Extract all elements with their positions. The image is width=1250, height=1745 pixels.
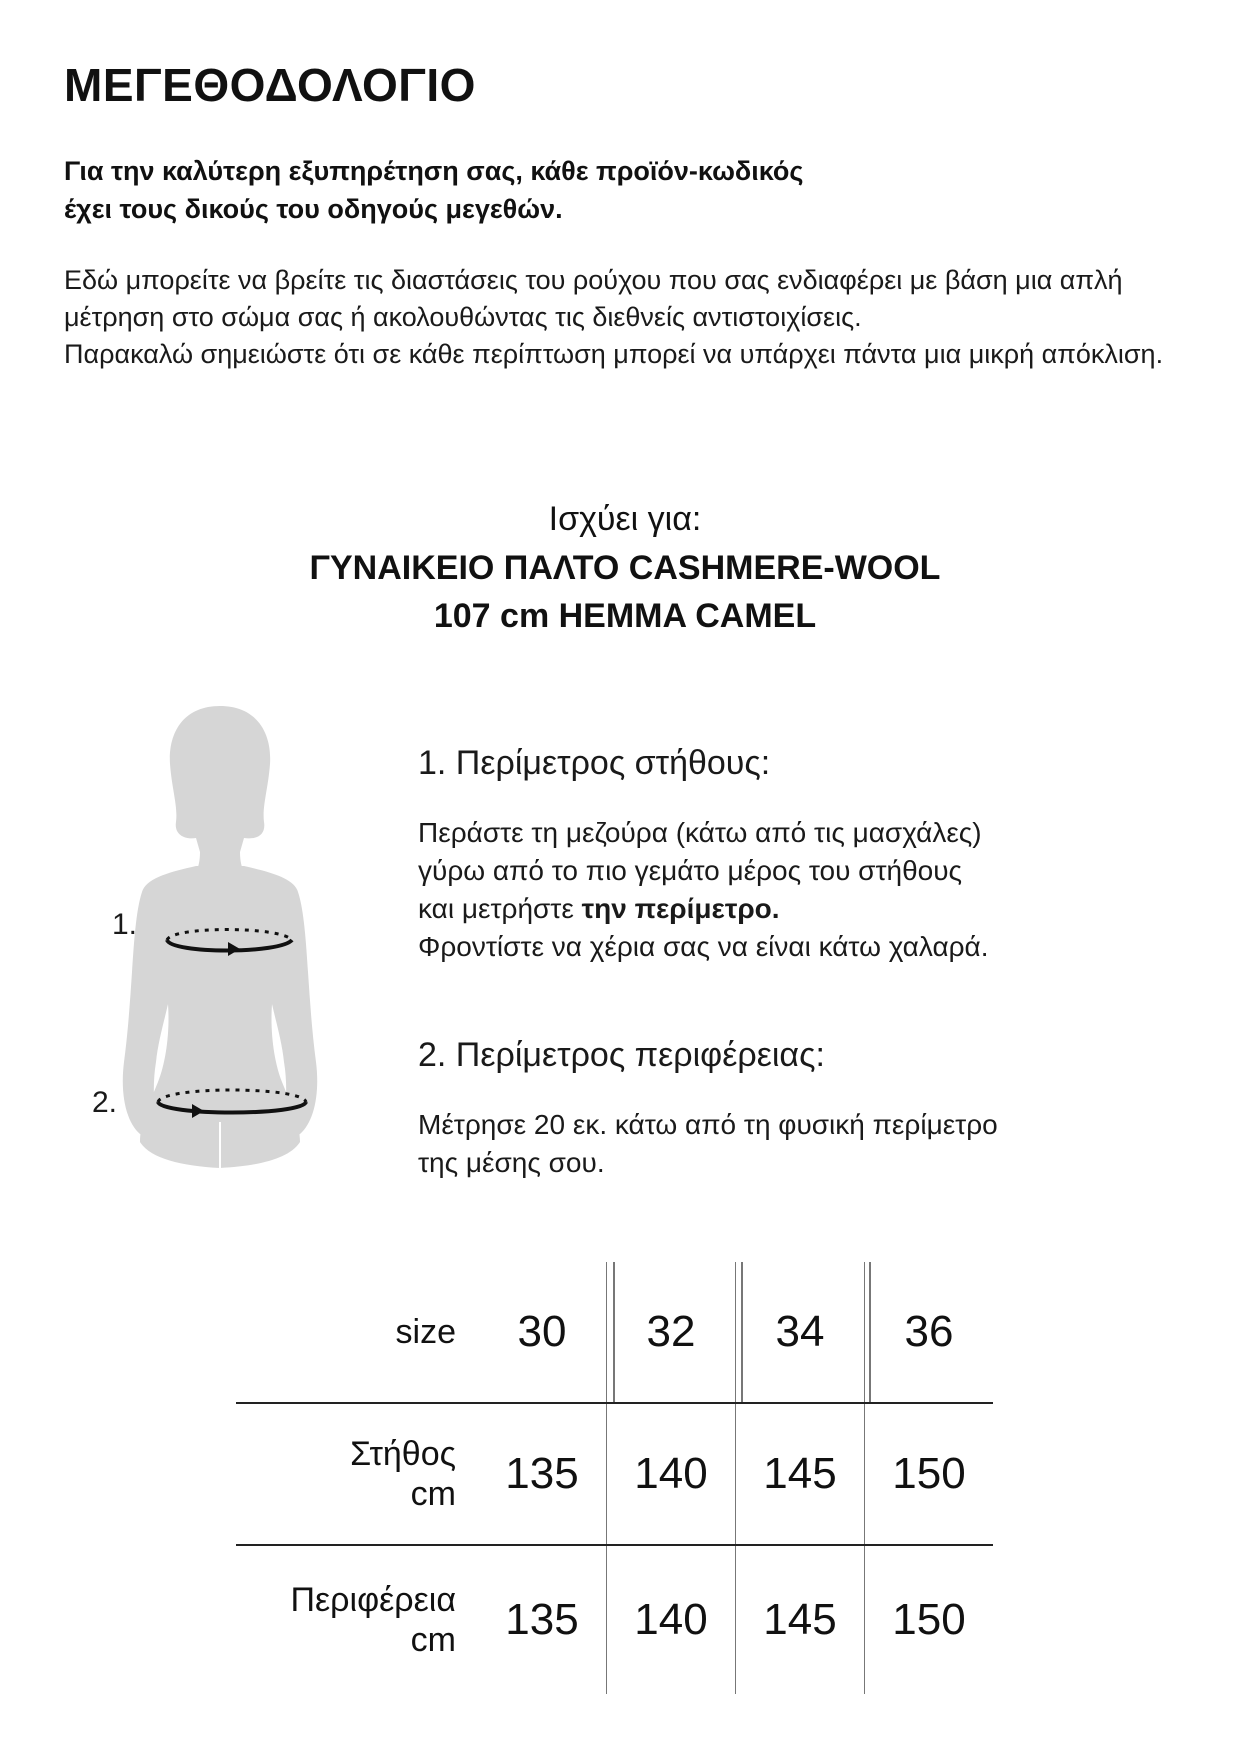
hip-instruction-line-2: της μέσης σου.	[418, 1147, 605, 1178]
hip-heading: 2. Περίμετρος περιφέρειας:	[418, 1036, 825, 1074]
hip-instruction-line-1: Μέτρησε 20 εκ. κάτω από τη φυσική περίμετρο	[418, 1109, 998, 1140]
chest-heading: 1. Περίμετρος στήθους:	[418, 744, 771, 782]
intro-highlight	[64, 152, 1164, 228]
figure-marker-1: 1.	[112, 908, 138, 941]
hip-row-label	[236, 1545, 478, 1694]
page-title: ΜΕΓΕΘΟΔΟΛΟΓΙΟ	[64, 59, 476, 111]
chest-instruction-line-2: γύρω από το πιο γεμάτο μέρος του στήθους	[418, 855, 963, 886]
chest-instruction-line-1: Περάστε τη μεζούρα (κάτω από τις μασχάλες)	[418, 817, 982, 848]
size-34: 34	[736, 1262, 865, 1403]
chest-row-label-line-1: Στήθος	[350, 1435, 456, 1473]
hip-row	[236, 1545, 993, 1694]
applies-label: Ισχύει για:	[548, 500, 702, 538]
product-name	[0, 544, 1250, 640]
size-label: size	[395, 1313, 456, 1351]
chest-instructions	[418, 814, 1178, 966]
hip-value-34: 145	[736, 1545, 865, 1694]
chest-value-34: 145	[736, 1403, 865, 1545]
intro-paragraph-2: Παρακαλώ σημειώστε ότι σε κάθε περίπτωση μπορεί να υπάρχει πάντα μια μικρή απόκλιση.	[64, 339, 1164, 369]
body-silhouette-figure	[80, 702, 360, 1182]
intro-highlight-line-1: Για την καλύτερη εξυπηρέτηση σας, κάθε προϊόν-κωδικός	[64, 156, 804, 186]
chest-row-label	[236, 1403, 478, 1545]
hip-value-36: 150	[865, 1545, 994, 1694]
intro-paragraph-1: Εδώ μπορείτε να βρείτε τις διαστάσεις του ρούχου που σας ενδιαφέρει με βάση μια απλή μέτρηση στο σώμα σας ή ακολουθώντας τις διεθνείς αντιστοιχίσεις.	[64, 265, 1123, 332]
intro-text	[64, 262, 1184, 373]
product-name-line-2: 107 cm HEMMA CAMEL	[433, 597, 817, 635]
chest-instruction-line-4: Φροντίστε να χέρια σας να είναι κάτω χαλαρά.	[418, 931, 989, 962]
chest-value-30: 135	[478, 1403, 607, 1545]
size-header-row	[236, 1262, 993, 1403]
chest-row-label-line-2: cm	[410, 1475, 456, 1513]
chest-value-36: 150	[865, 1403, 994, 1545]
chest-instruction-line-3-text: και μετρήστε	[418, 893, 582, 924]
hip-value-32: 140	[607, 1545, 736, 1694]
chest-instruction-emphasis: την περίμετρο.	[581, 893, 780, 924]
hip-row-label-line-1: Περιφέρεια	[290, 1581, 456, 1619]
intro-highlight-line-2: έχει τους δικούς του οδηγούς μεγεθών.	[64, 194, 563, 224]
hip-value-30: 135	[478, 1545, 607, 1694]
chest-row	[236, 1403, 993, 1545]
chest-value-32: 140	[607, 1403, 736, 1545]
hip-instructions	[418, 1106, 1178, 1182]
size-table	[236, 1262, 993, 1694]
size-32: 32	[607, 1262, 736, 1403]
hip-row-label-line-2: cm	[410, 1621, 456, 1659]
figure-marker-2: 2.	[92, 1086, 118, 1119]
chest-instruction-line-3	[418, 890, 1178, 928]
size-30: 30	[517, 1307, 567, 1356]
size-36: 36	[865, 1262, 994, 1403]
product-name-line-1: ΓΥΝΑΙΚΕΙΟ ΠΑΛΤΟ CASHMERE-WOOL	[309, 549, 941, 587]
